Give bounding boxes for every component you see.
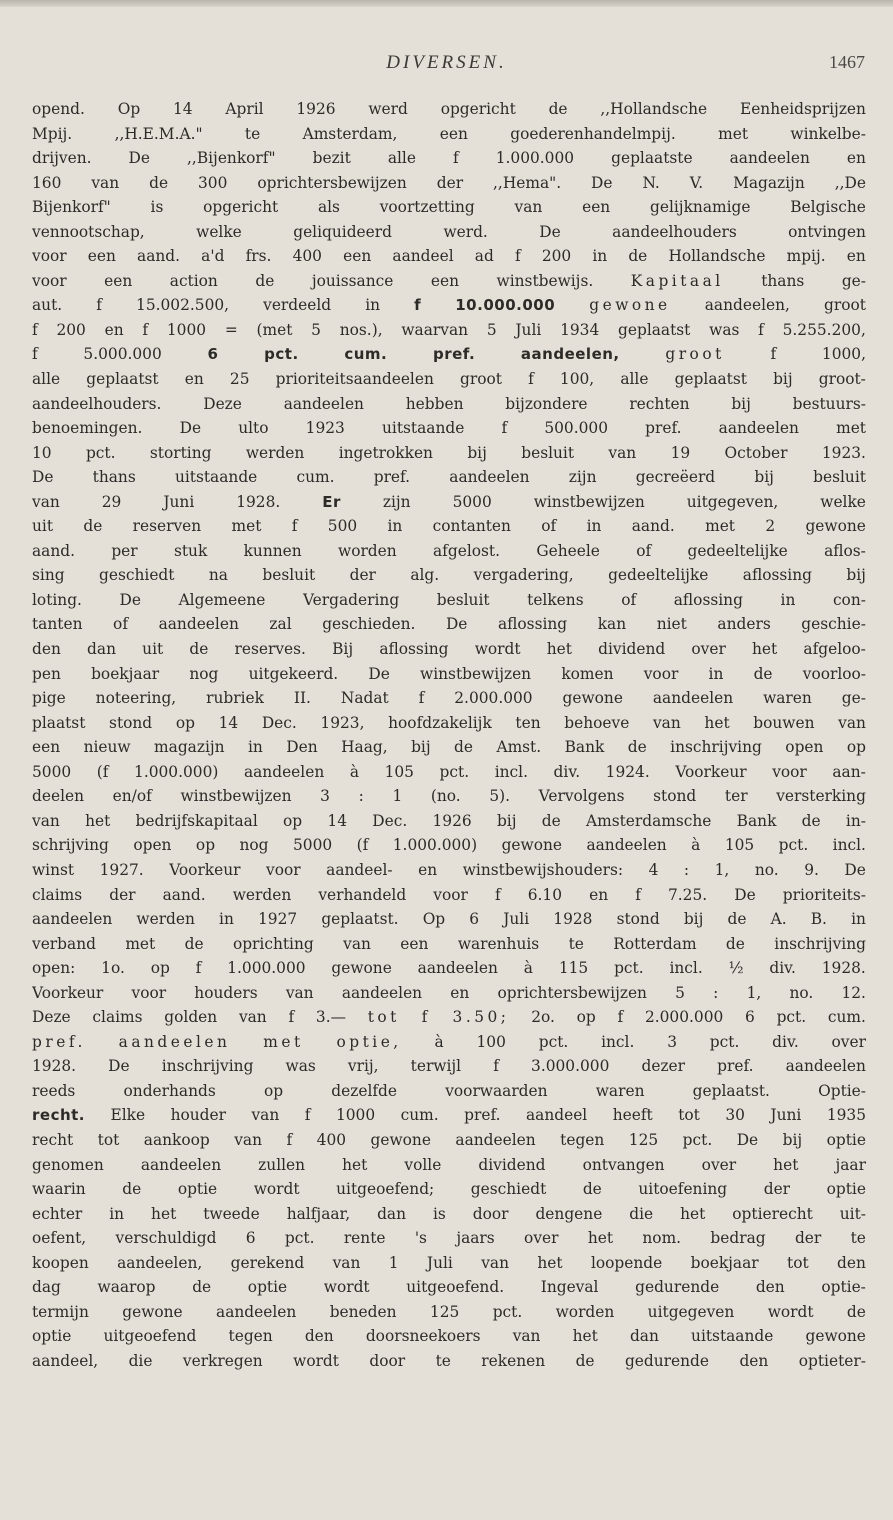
- text-line: genomen aandeelen zullen het volle dividend ontvangen over het jaar: [32, 1155, 866, 1174]
- page-header: [0, 52, 893, 84]
- text-line: van 29 Juni 1928. Er zijn 5000 winstbewijzen uitgegeven, welke: [32, 492, 866, 511]
- text-line: 5000 (f 1.000.000) aandeelen à 105 pct. incl. div. 1924. Voorkeur voor aan-: [32, 762, 866, 781]
- text-line: aand. per stuk kunnen worden afgelost. Geheele of gedeeltelijke aflos-: [32, 541, 866, 560]
- text-line: koopen aandeelen, gerekend van 1 Juli van het loopende boekjaar tot den: [32, 1253, 866, 1272]
- text-line: reeds onderhands op dezelfde voorwaarden waren geplaatst. Optie-: [32, 1081, 866, 1100]
- text-line: benoemingen. De ulto 1923 uitstaande f 500.000 pref. aandeelen met: [32, 419, 866, 438]
- text-line: claims der aand. werden verhandeld voor f 6.10 en f 7.25. De prioriteits-: [32, 885, 866, 904]
- text-line: pref. aandeelen met optie, à 100 pct. incl. 3 pct. div. over: [32, 1032, 866, 1051]
- text-line: aut. f 15.002.500, verdeeld in f 10.000.000 gewone aandeelen, groot: [32, 296, 866, 315]
- text-line: vennootschap, welke geliquideerd werd. De aandeelhouders ontvingen: [32, 222, 866, 241]
- text-line: Bijenkorf" is opgericht als voortzetting van een gelijknamige Belgische: [32, 198, 866, 217]
- text-line: uit de reserven met f 500 in contanten of in aand. met 2 gewone: [32, 517, 866, 536]
- text-line: aandeelhouders. Deze aandeelen hebben bijzondere rechten bij bestuurs-: [32, 394, 866, 413]
- text-line: pige noteering, rubriek II. Nadat f 2.000.000 gewone aandeelen waren ge-: [32, 689, 866, 708]
- text-line: 1928. De inschrijving was vrij, terwijl f 3.000.000 dezer pref. aandeelen: [32, 1057, 866, 1076]
- text-line: Voorkeur voor houders van aandeelen en oprichtersbewijzen 5 : 1, no. 12.: [32, 983, 866, 1002]
- text-line: optie uitgeoefend tegen den doorsneekoers van het dan uitstaande gewone: [32, 1327, 866, 1346]
- text-line: verband met de oprichting van een warenhuis te Rotterdam de inschrijving: [32, 934, 866, 953]
- text-line: sing geschiedt na besluit der alg. vergadering, gedeeltelijke aflossing bij: [32, 566, 866, 585]
- body-text: [32, 97, 866, 1373]
- page-number: 1467: [829, 52, 865, 72]
- text-line: van het bedrijfskapitaal op 14 Dec. 1926 bij de Amsterdamsche Bank de in-: [32, 811, 866, 830]
- text-line: Mpij. ,,H.E.M.A." te Amsterdam, een goederenhandelmpij. met winkelbe-: [32, 124, 866, 143]
- text-line: voor een action de jouissance een winstbewijs. Kapitaal thans ge-: [32, 271, 866, 290]
- text-line: een nieuw magazijn in Den Haag, bij de Amst. Bank de inschrijving open op: [32, 738, 866, 757]
- text-line: open: 1o. op f 1.000.000 gewone aandeelen à 115 pct. incl. ½ div. 1928.: [32, 959, 866, 978]
- text-line: waarin de optie wordt uitgeoefend; geschiedt de uitoefening der optie: [32, 1180, 866, 1199]
- text-line: winst 1927. Voorkeur voor aandeel- en winstbewijshouders: 4 : 1, no. 9. De: [32, 860, 866, 879]
- text-line: tanten of aandeelen zal geschieden. De aflossing kan niet anders geschie-: [32, 615, 866, 634]
- text-line: echter in het tweede halfjaar, dan is door dengene die het optierecht uit-: [32, 1204, 866, 1223]
- text-line: De thans uitstaande cum. pref. aandeelen zijn gecreëerd bij besluit: [32, 468, 866, 487]
- text-line: drijven. De ,,Bijenkorf" bezit alle f 1.000.000 geplaatste aandeelen en: [32, 149, 866, 168]
- text-line: plaatst stond op 14 Dec. 1923, hoofdzakelijk ten behoeve van het bouwen van: [32, 713, 866, 732]
- text-line: aandeelen werden in 1927 geplaatst. Op 6 Juli 1928 stond bij de A. B. in: [32, 910, 866, 929]
- text-line: voor een aand. a'd frs. 400 een aandeel ad f 200 in de Hollandsche mpij. en: [32, 247, 866, 266]
- text-line: f 200 en f 1000 = (met 5 nos.), waarvan 5 Juli 1934 geplaatst was f 5.255.200,: [32, 320, 866, 339]
- text-line: schrijving open op nog 5000 (f 1.000.000) gewone aandeelen à 105 pct. incl.: [32, 836, 866, 855]
- text-line: recht. Elke houder van f 1000 cum. pref. aandeel heeft tot 30 Juni 1935: [32, 1106, 866, 1125]
- text-line: termijn gewone aandeelen beneden 125 pct. worden uitgegeven wordt de: [32, 1302, 866, 1321]
- text-line: f 5.000.000 6 pct. cum. pref. aandeelen, groot f 1000,: [32, 345, 866, 364]
- text-line: den dan uit de reserves. Bij aflossing wordt het dividend over het afgeloo-: [32, 640, 866, 659]
- text-line: aandeel, die verkregen wordt door te rekenen de gedurende den optieter-: [32, 1351, 866, 1370]
- text-line: pen boekjaar nog uitgekeerd. De winstbewijzen komen voor in de voorloo-: [32, 664, 866, 683]
- running-head: DIVERSEN.: [386, 52, 507, 73]
- text-line: deelen en/of winstbewijzen 3 : 1 (no. 5). Vervolgens stond ter versterking: [32, 787, 866, 806]
- text-line: opend. Op 14 April 1926 werd opgericht de ,,Hollandsche Eenheidsprijzen: [32, 100, 866, 118]
- text-line: oefent, verschuldigd 6 pct. rente 's jaars over het nom. bedrag der te: [32, 1229, 866, 1248]
- text-line: dag waarop de optie wordt uitgeoefend. Ingeval gedurende den optie-: [32, 1278, 866, 1297]
- scan-edge: [0, 0, 893, 7]
- text-line: Deze claims golden van f 3.— tot f 3.50; 2o. op f 2.000.000 6 pct. cum.: [32, 1008, 866, 1027]
- text-line: alle geplaatst en 25 prioriteitsaandeelen groot f 100, alle geplaatst bij groot-: [32, 370, 866, 389]
- text-line: recht tot aankoop van f 400 gewone aandeelen tegen 125 pct. De bij optie: [32, 1130, 866, 1149]
- text-line: 160 van de 300 oprichtersbewijzen der ,,Hema". De N. V. Magazijn ,,De: [32, 173, 866, 192]
- text-line: 10 pct. storting werden ingetrokken bij besluit van 19 October 1923.: [32, 443, 866, 462]
- text-line: loting. De Algemeene Vergadering besluit telkens of aflossing in con-: [32, 590, 866, 609]
